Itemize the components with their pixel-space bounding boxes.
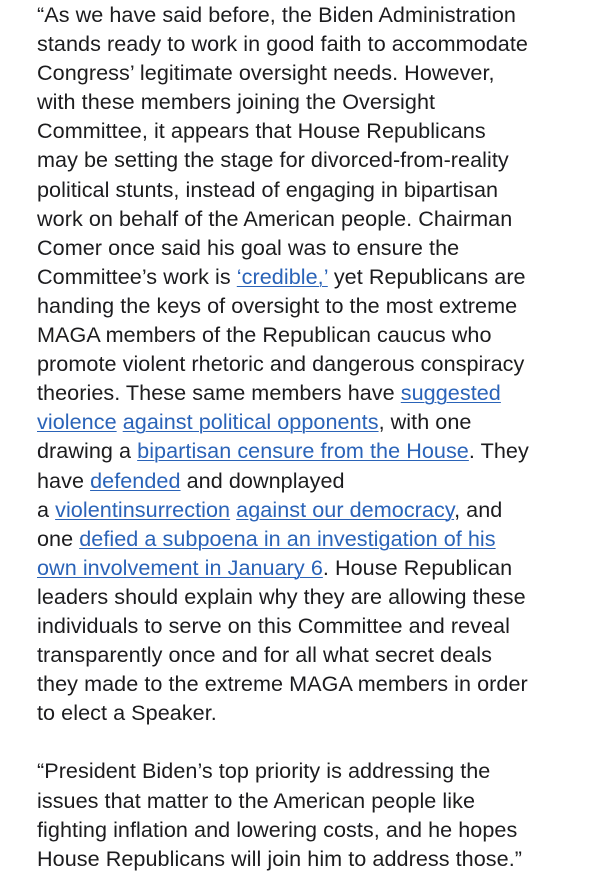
inline-link[interactable]: own involvement in January 6 (37, 554, 323, 580)
inline-link[interactable]: bipartisan censure from the House (137, 438, 469, 464)
text-line (37, 58, 597, 87)
text-line (37, 349, 597, 378)
text-segment: they made to the extreme MAGA members in order (37, 671, 528, 697)
text-segment: Committee, it appears that House Republicans (37, 118, 486, 144)
text-line (37, 815, 597, 844)
statement-paragraph-2 (37, 756, 597, 872)
text-segment: Comer once said his goal was to ensure the (37, 234, 460, 260)
text-segment: drawing a (37, 438, 138, 464)
inline-link[interactable]: ‘credible,’ (236, 263, 328, 289)
text-segment: yet Republicans are (327, 263, 526, 289)
text-segment: stands ready to work in good faith to accommodate (37, 31, 528, 57)
paragraph-spacer (37, 727, 597, 756)
text-segment: “President Biden’s top priority is addressing the (37, 758, 491, 784)
text-segment: to elect a Speaker. (37, 700, 217, 726)
text-segment: one (37, 525, 80, 551)
text-segment: . They (468, 438, 529, 464)
text-line (37, 756, 597, 785)
text-line (37, 29, 597, 58)
text-line (37, 87, 597, 116)
text-line (37, 0, 597, 29)
text-line (37, 582, 597, 611)
inline-link[interactable]: against our democracy (236, 496, 455, 522)
text-segment: House Republicans will join him to address those.” (37, 845, 522, 871)
text-segment: work on behalf of the American people. Chairman (37, 205, 513, 231)
text-segment: Committee’s work is (37, 263, 237, 289)
text-segment: fighting inflation and lowering costs, and he hopes (37, 816, 518, 842)
text-segment: handing the keys of oversight to the most extreme (37, 292, 518, 318)
text-line (37, 466, 597, 495)
text-line (37, 320, 597, 349)
text-line (37, 204, 597, 233)
text-line (37, 495, 597, 524)
text-line (37, 233, 597, 262)
text-segment: have (37, 467, 91, 493)
inline-link[interactable]: defied a subpoena in an investigation of his (79, 525, 496, 551)
text-segment: issues that matter to the American people like (37, 787, 476, 813)
text-segment: may be setting the stage for divorced-from-reality (37, 147, 509, 173)
text-segment: and downplayed (180, 467, 345, 493)
text-line (37, 436, 597, 465)
text-line (37, 844, 597, 873)
text-line (37, 669, 597, 698)
text-line (37, 407, 597, 436)
text-line (37, 262, 597, 291)
text-segment: Congress’ legitimate oversight needs. However, (37, 60, 495, 86)
text-line (37, 698, 597, 727)
inline-link[interactable]: violentinsurrection (55, 496, 231, 522)
text-line (37, 291, 597, 320)
inline-link[interactable]: defended (90, 467, 181, 493)
text-line (37, 553, 597, 582)
text-segment: theories. These same members have (37, 380, 401, 406)
text-segment: leaders should explain why they are allowing these (37, 583, 526, 609)
text-line (37, 378, 597, 407)
inline-link[interactable]: suggested (400, 380, 501, 406)
text-segment: political stunts, instead of engaging in bipartisan (37, 176, 499, 202)
text-segment: . House Republican (322, 554, 513, 580)
statement-paragraph-1 (37, 0, 597, 727)
text-segment: transparently once and for all what secret deals (37, 642, 492, 668)
text-line (37, 640, 597, 669)
text-segment: with these members joining the Oversight (37, 89, 436, 115)
statement-document (37, 0, 597, 873)
text-line (37, 145, 597, 174)
inline-link[interactable]: against political opponents (122, 409, 379, 435)
text-line (37, 786, 597, 815)
text-line (37, 611, 597, 640)
text-segment: “As we have said before, the Biden Administration (37, 2, 516, 27)
text-line (37, 524, 597, 553)
text-segment: , with one (378, 409, 472, 435)
text-line (37, 175, 597, 204)
text-segment: , and (454, 496, 503, 522)
text-line (37, 116, 597, 145)
text-segment: individuals to serve on this Committee and reveal (37, 612, 510, 638)
inline-link[interactable]: violence (37, 409, 117, 435)
text-segment: promote violent rhetoric and dangerous conspiracy (37, 351, 525, 377)
text-segment: a (37, 496, 56, 522)
text-segment: MAGA members of the Republican caucus who (37, 322, 492, 348)
